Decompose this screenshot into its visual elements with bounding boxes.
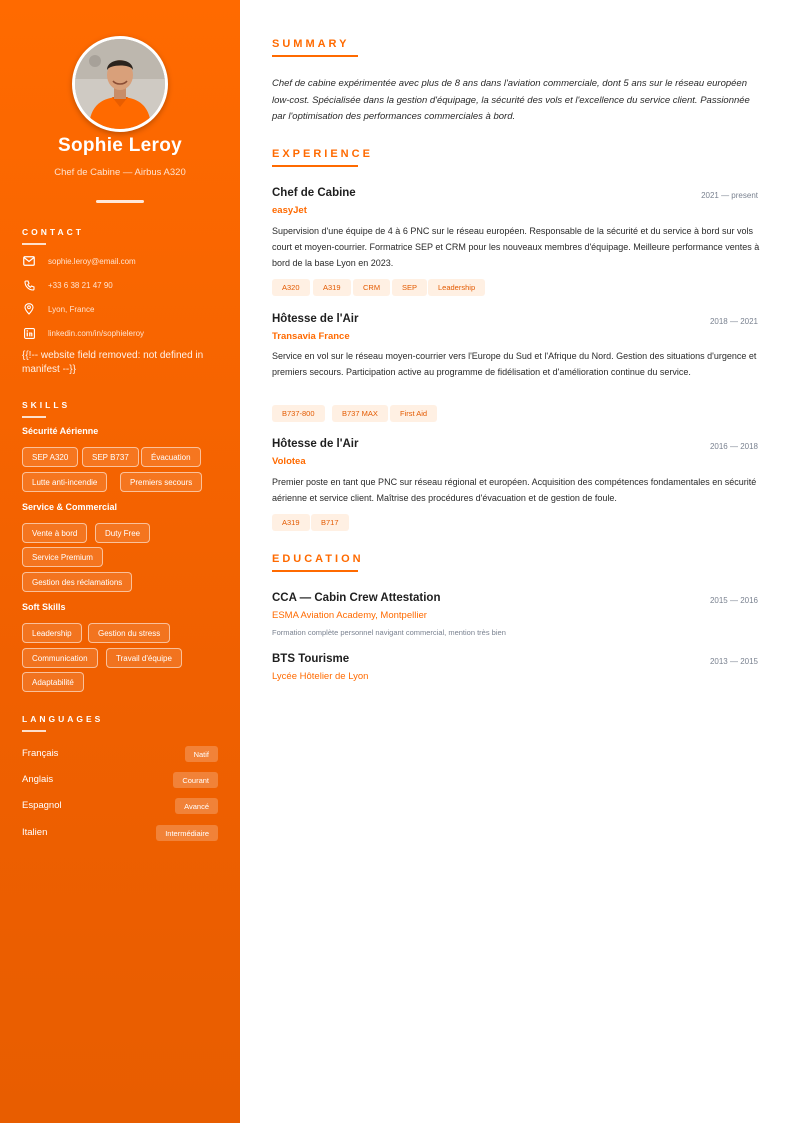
job-tag: CRM — [353, 279, 390, 296]
education-school: ESMA Aviation Academy, Montpellier — [272, 610, 427, 621]
language-level-badge: Avancé — [175, 798, 218, 814]
skill-chip: Vente à bord — [22, 523, 87, 543]
linkedin-icon — [22, 326, 36, 340]
job-dates: 2021 — present — [701, 191, 758, 200]
skill-chip: Travail d'équipe — [106, 648, 182, 668]
skill-chip: SEP A320 — [22, 447, 78, 467]
contact-linkedin-text: linkedin.com/in/sophieleroy — [48, 328, 145, 338]
education-dates: 2013 — 2015 — [709, 657, 758, 666]
candidate-role: Chef de Cabine — Airbus A320 — [54, 167, 186, 178]
job-company: Transavia France — [272, 331, 350, 342]
education-school: Lycée Hôtelier de Lyon — [272, 671, 369, 682]
job-tag: Leadership — [428, 279, 485, 296]
job-title: Hôtesse de l'Air — [272, 438, 359, 450]
contact-location-text: Lyon, France — [48, 304, 95, 314]
languages-heading: LANGUAGES — [22, 714, 104, 724]
job-company: easyJet — [272, 205, 307, 216]
skill-chip: Service Premium — [22, 547, 103, 567]
job-tag: First Aid — [390, 405, 437, 422]
skill-group-title: Soft Skills — [22, 602, 66, 612]
sidebar — [0, 0, 240, 1123]
skill-chip: Gestion du stress — [88, 623, 170, 643]
education-title: BTS Tourisme — [272, 653, 350, 665]
job-tag: A320 — [272, 279, 310, 296]
job-dates: 2018 — 2021 — [709, 317, 758, 326]
summary-text: Chef de cabine expérimentée avec plus de 8 ans dans l'aviation commerciale, dont 5 ans sur le réseau européen low-cost. Spécialisée dans la gestion d'équipage, la sécurité des vols et l'excellence du service client. Passionnée par l'optimisation des performances commerciales à bord. — [272, 78, 750, 123]
profile-photo-icon — [75, 39, 165, 129]
mail-icon — [22, 254, 36, 268]
job-description: Service en vol sur le réseau moyen-courrier vers l'Europe du Sud et l'Afrique du Nord. Gestion des situations d'urgence et premiers secours. Participation active au programme de fidélisation et d'amélioration continue du service. — [272, 351, 757, 378]
language-level-badge: Intermédiaire — [156, 825, 218, 841]
education-heading: EDUCATION — [272, 553, 364, 565]
contact-phone[interactable] — [22, 278, 113, 292]
education-note: Formation complète personnel navigant commercial, mention très bien — [272, 628, 506, 637]
job-tag: A319 — [313, 279, 351, 296]
contact-linkedin[interactable] — [22, 326, 144, 340]
contact-location — [22, 302, 94, 316]
job-dates: 2016 — 2018 — [709, 442, 758, 451]
job-tag: SEP — [392, 279, 427, 296]
summary-heading: SUMMARY — [272, 38, 350, 50]
skill-chip: Premiers secours — [120, 472, 202, 492]
language-name: Français — [22, 748, 59, 759]
skill-chip: SEP B737 — [82, 447, 139, 467]
language-name: Italien — [22, 827, 48, 838]
location-pin-icon — [22, 302, 36, 316]
skill-chip: Communication — [22, 648, 98, 668]
job-title: Hôtesse de l'Air — [272, 313, 359, 325]
skill-chip: Lutte anti-incendie — [22, 472, 107, 492]
job-tag: B737-800 — [272, 405, 325, 422]
skill-chip: Leadership — [22, 623, 82, 643]
skill-group-title: Sécurité Aérienne — [22, 426, 99, 436]
language-name: Espagnol — [22, 800, 62, 811]
job-description: Supervision d'une équipe de 4 à 6 PNC sur le réseau européen. Responsable de la sécurité et du service à bord sur vols court et moyen-courrier. Formatrice SEP et CRM pour les nouveaux membres d'équipage. Meilleure performance ventes à bord de la base Lyon en 2023. — [272, 226, 760, 269]
job-description: Premier poste en tant que PNC sur réseau régional et européen. Acquisition des compétences fondamentales en sécurité aérienne et service client. Maîtrise des procédures d'évacuation et de gestion de foule. — [272, 477, 757, 504]
skill-chip: Gestion des réclamations — [22, 572, 132, 592]
contact-heading: CONTACT — [22, 227, 84, 237]
language-level-badge: Courant — [173, 772, 218, 788]
contact-email-text: sophie.leroy@email.com — [48, 256, 136, 266]
phone-icon — [22, 278, 36, 292]
avatar — [72, 36, 168, 132]
name-divider — [96, 200, 144, 203]
candidate-name: Sophie Leroy — [58, 135, 182, 156]
main-content — [240, 0, 794, 1123]
skill-chip: Duty Free — [95, 523, 150, 543]
experience-heading: EXPERIENCE — [272, 148, 373, 160]
skills-heading: SKILLS — [22, 400, 71, 410]
template-placeholder-note: {{!-- website field removed: not defined in manifest --}} — [22, 350, 204, 375]
job-title: Chef de Cabine — [272, 187, 356, 199]
language-name: Anglais — [22, 774, 54, 785]
contact-email[interactable] — [22, 254, 136, 268]
job-tag: B737 MAX — [332, 405, 388, 422]
job-tag: A319 — [272, 514, 310, 531]
education-title: CCA — Cabin Crew Attestation — [272, 592, 441, 604]
job-tag: B717 — [311, 514, 349, 531]
job-company: Volotea — [272, 456, 306, 467]
language-level-badge: Natif — [185, 746, 218, 762]
skill-group-title: Service & Commercial — [22, 502, 118, 512]
skill-chip: Adaptabilité — [22, 672, 84, 692]
skill-chip: Évacuation — [141, 447, 201, 467]
education-dates: 2015 — 2016 — [709, 596, 758, 605]
contact-phone-text: +33 6 38 21 47 90 — [48, 280, 113, 290]
